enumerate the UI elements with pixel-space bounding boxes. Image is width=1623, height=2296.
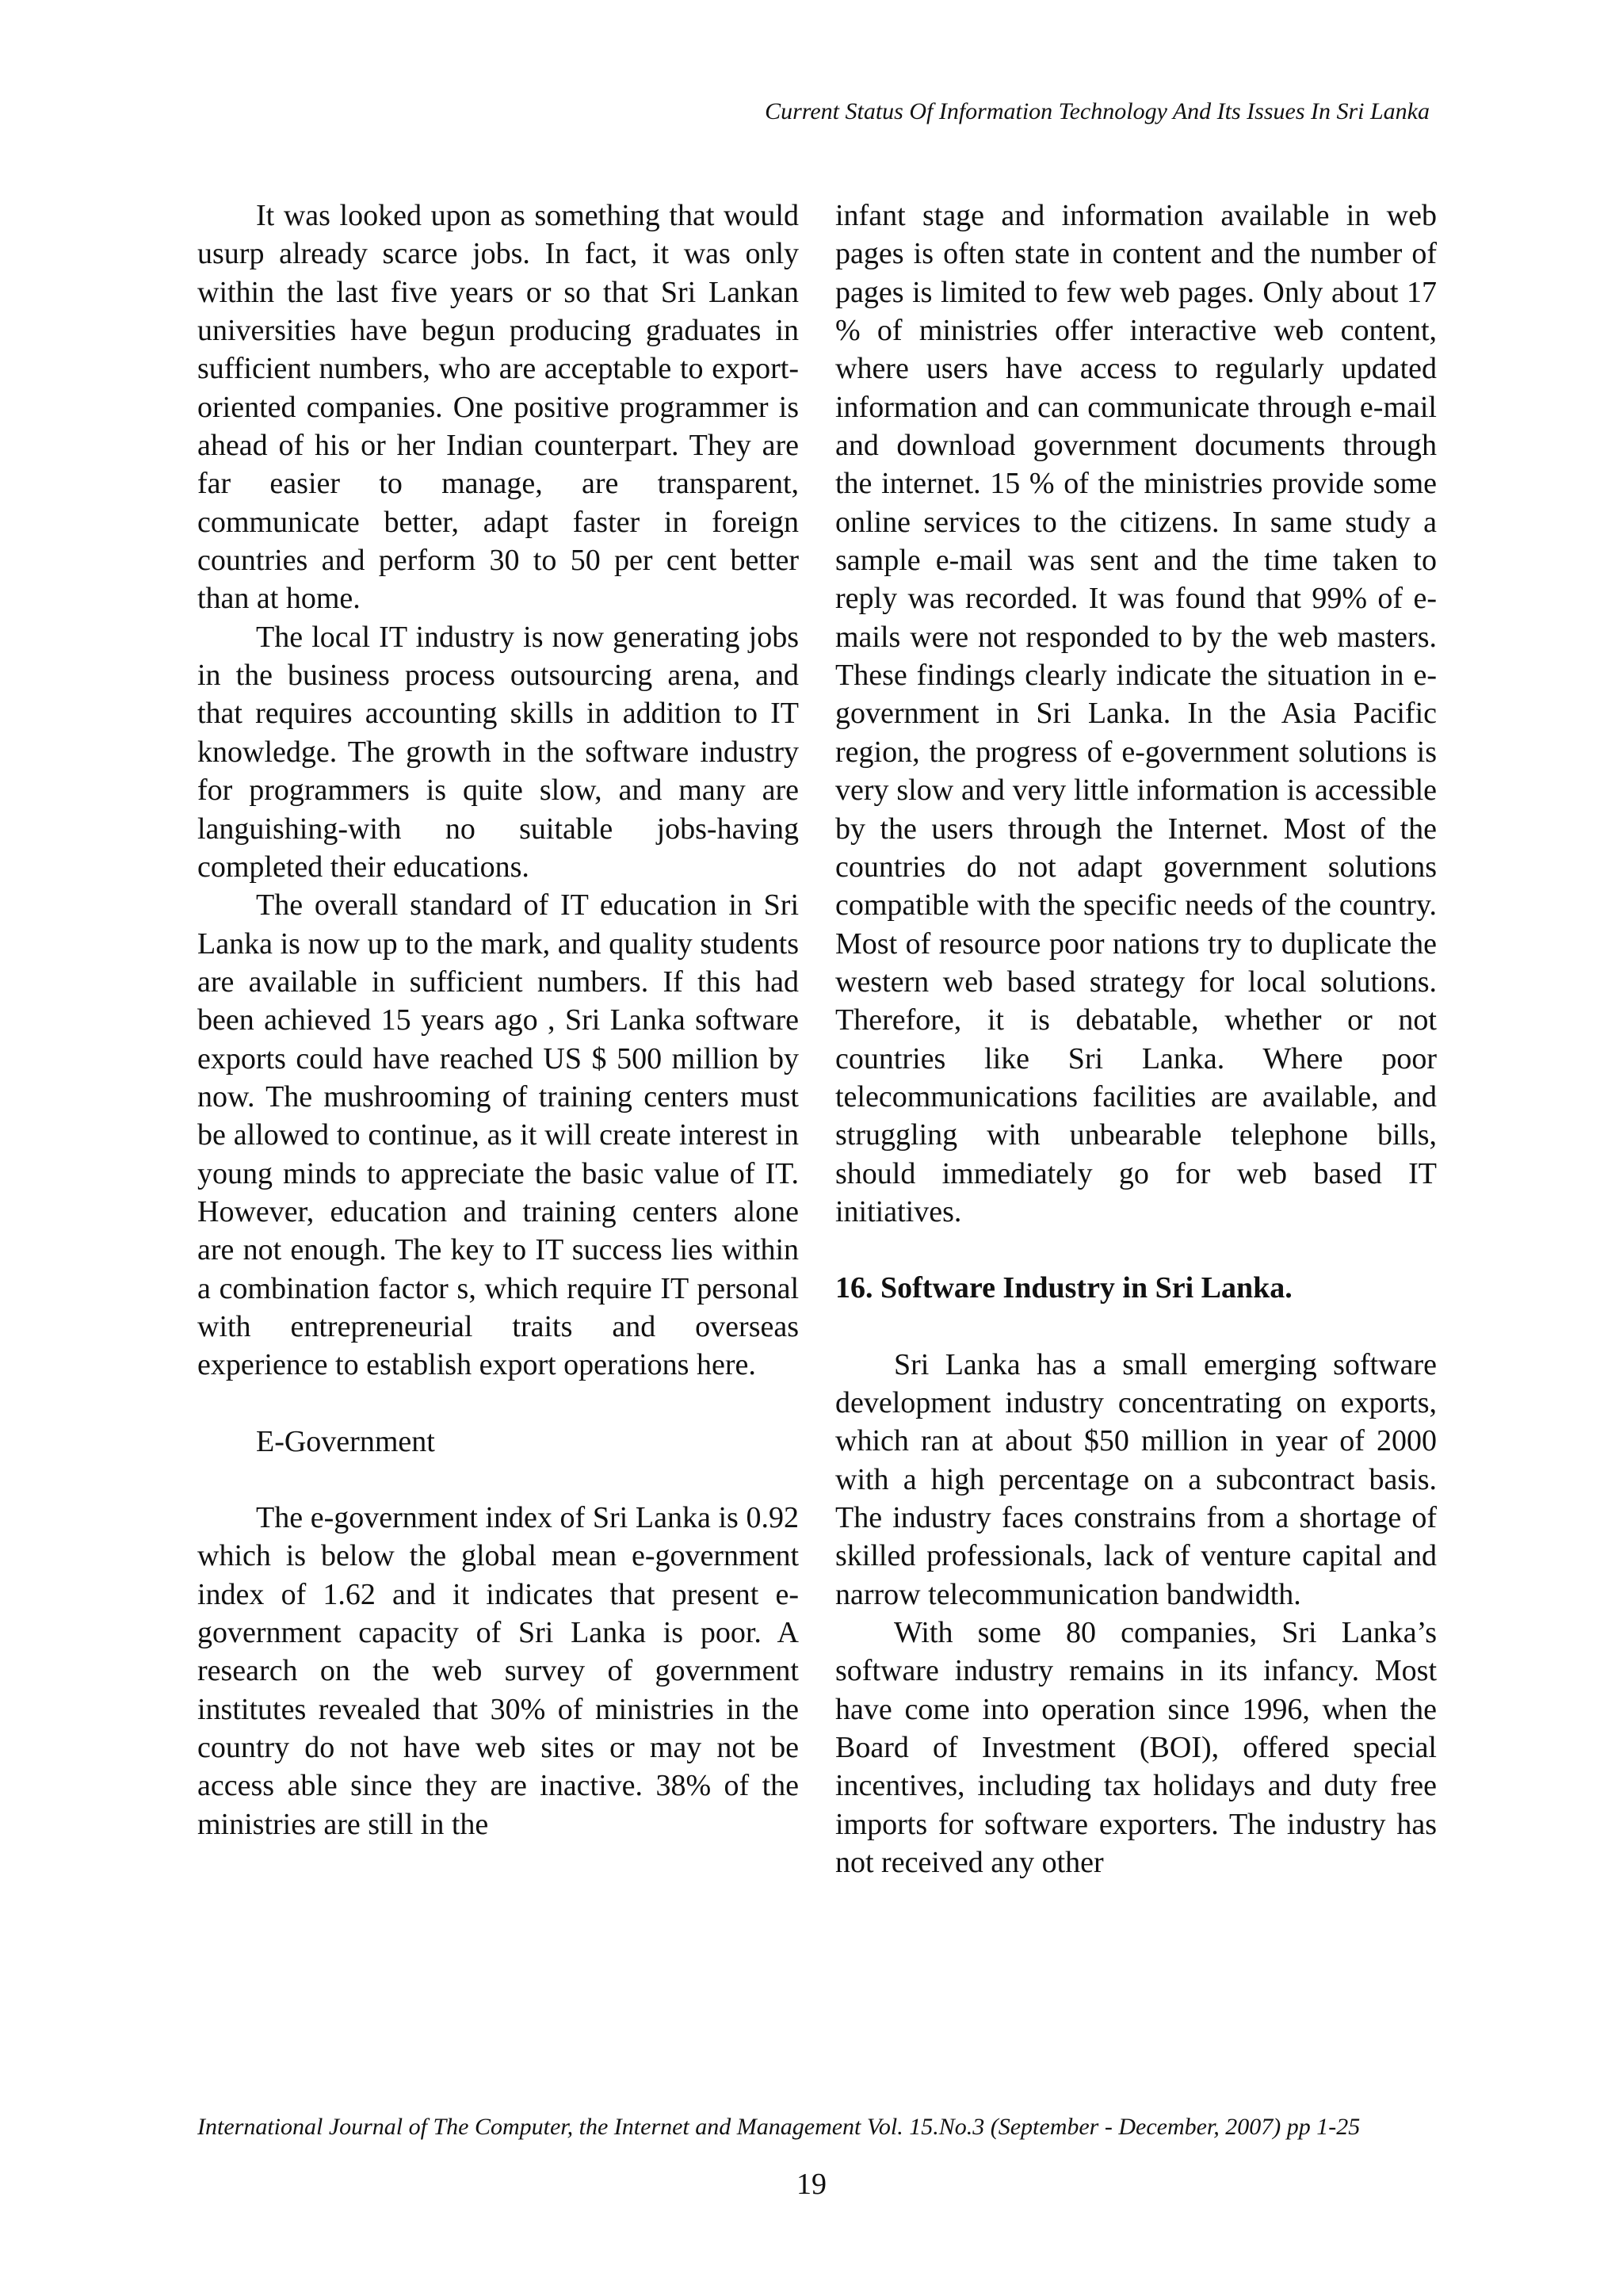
paragraph: infant stage and information available in web pages is often state in content and the number of pages is limited to few web pages. Only about 17 % of ministries offer interactive web content, where users have access to regularly updated information and can communicate through e-mail and download government documents through the internet. 15 % of the ministries provide some online services to the citizens. In same study a sample e-mail was sent and the time taken to reply was recorded. It was found that 99% of e-mails were not responded to by the web masters. These findings clearly indicate the situation in e-government in Sri Lanka. In the Asia Pacific region, the progress of e-government solutions is very slow and very little information is accessible by the users through the Internet. Most of the countries do not adapt government solutions compatible with the specific needs of the country. Most of resource poor nations try to duplicate the western web based strategy for local solutions. Therefore, it is debatable, whether or not countries like Sri Lanka. Where poor telecommunications facilities are available, and struggling with unbearable telephone bills, should immediately go for web based IT initiatives. [835,199,1437,1228]
paragraph: Sri Lanka has a small emerging software development industry concentrating on exports, which ran at about $50 million in year of 2000 with a high percentage on a subcontract basis. The industry faces constrains from a shortage of skilled professionals, lack of venture capital and narrow telecommunication bandwidth. [835,1347,1437,1611]
paragraph: With some 80 companies, Sri Lanka’s software industry remains in its infancy. Most have come into operation since 1996, when the Board of Investment (BOI), offered special incentives, including tax holidays and duty free imports for software exporters. The industry has not received any other [835,1616,1437,1880]
left-column [197,197,799,1843]
right-column [835,197,1437,1881]
journal-citation: International Journal of The Computer, the Internet and Management Vol. 15.No.3 (September - December, 2007) pp 1-25 [197,2114,1361,2140]
running-header: Current Status Of Information Technology And Its Issues In Sri Lanka [765,98,1430,124]
paragraph: The e-government index of Sri Lanka is 0.92 which is below the global mean e-government index of 1.62 and it indicates that present e-government capacity of Sri Lanka is poor. A research on the web survey of government institutes revealed that 30% of ministries in the country do not have web sites or may not be access able since they are inactive. 38% of the ministries are still in the [197,1501,799,1841]
subheading-e-government: E-Government [256,1424,435,1458]
paragraph: It was looked upon as something that would usurp already scarce jobs. In fact, it was only within the last five years or so that Sri Lankan universities have begun producing graduates in sufficient numbers, who are acceptable to export-oriented companies. One positive programmer is ahead of his or her Indian counterpart. They are far easier to manage, are transparent, communicate better, adapt faster in foreign countries and perform 30 to 50 per cent better than at home. [197,199,799,616]
section-heading: 16. Software Industry in Sri Lanka. [835,1271,1293,1305]
page-number: 19 [796,2168,827,2201]
paragraph: The local IT industry is now generating jobs in the business process outsourcing arena, and that requires accounting skills in addition to IT knowledge. The growth in the software industry for programmers is quite slow, and many are languishing-with no suitable jobs-having completed their educations. [197,620,799,884]
paragraph: The overall standard of IT education in Sri Lanka is now up to the mark, and quality students are available in sufficient numbers. If this had been achieved 15 years ago , Sri Lanka software exports could have reached US $ 500 million by now. The mushrooming of training centers must be allowed to continue, as it will create interest in young minds to appreciate the basic value of IT. However, education and training centers alone are not enough. The key to IT success lies within a combination factor s, which require IT personal with entrepreneurial traits and overseas experience to establish export operations here. [197,888,799,1382]
